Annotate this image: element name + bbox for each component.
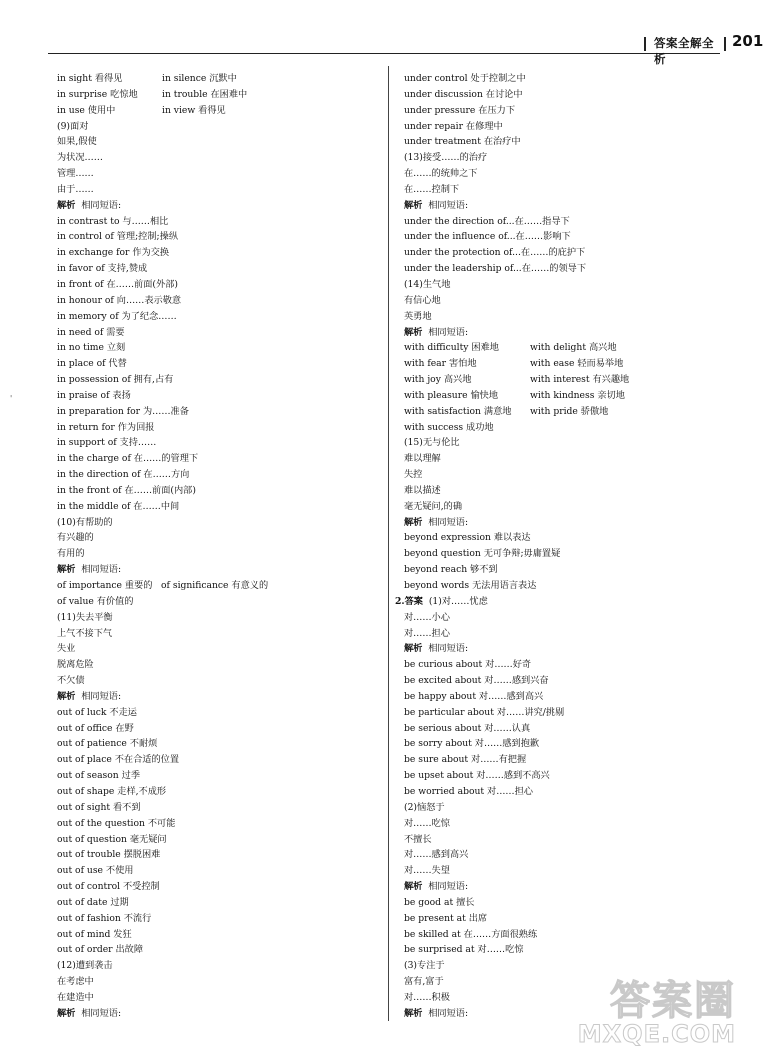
text-line xyxy=(57,784,377,800)
analysis-label: 解析 xyxy=(57,1007,76,1019)
text-line xyxy=(57,245,377,261)
text-line xyxy=(57,340,377,356)
phrase-entry: with pleasure 愉快地 xyxy=(404,389,499,401)
line-text: in no time 立刻 xyxy=(57,342,126,354)
text-line xyxy=(57,467,377,483)
text-line xyxy=(404,277,724,293)
line-text: in the direction of 在……方向 xyxy=(57,469,190,481)
text-line xyxy=(404,895,724,911)
line-text: in front of 在……前面(外部) xyxy=(57,278,178,290)
analysis-text: 相同短语: xyxy=(428,199,469,211)
line-text: (11)失去平衡 xyxy=(57,611,113,623)
text-line xyxy=(404,768,724,784)
line-text: under treatment 在治疗中 xyxy=(404,136,521,148)
line-text: out of mind 发狂 xyxy=(57,928,132,940)
text-line xyxy=(57,166,377,182)
line-text: be particular about 对……讲究/挑剔 xyxy=(404,706,565,718)
analysis-text: 相同短语: xyxy=(428,643,469,655)
text-line xyxy=(404,578,724,594)
text-line xyxy=(404,610,724,626)
phrase-entry: with joy 高兴地 xyxy=(404,374,472,386)
answer-label: 答案 xyxy=(404,595,423,607)
line-text: out of trouble 摆脱困难 xyxy=(57,849,161,861)
line-text: out of sight 看不到 xyxy=(57,801,141,813)
text-line xyxy=(57,182,377,198)
analysis-text: 相同短语: xyxy=(428,1007,469,1019)
analysis-label: 解析 xyxy=(57,564,76,576)
line-text: out of fashion 不流行 xyxy=(57,912,152,924)
text-line xyxy=(57,847,377,863)
phrase-pair-row xyxy=(404,356,724,372)
line-text: out of order 出故障 xyxy=(57,944,144,956)
phrase-entry: of significance 有意义的 xyxy=(161,580,269,591)
line-text: be good at 擅长 xyxy=(404,896,475,908)
line-text: 对……感到高兴 xyxy=(404,849,469,861)
line-text: be upset about 对……感到不高兴 xyxy=(404,770,550,782)
analysis-text: 相同短语: xyxy=(81,199,122,211)
text-line xyxy=(404,863,724,879)
text-line xyxy=(57,119,377,135)
line-text: (2)恼怒于 xyxy=(404,801,445,813)
text-line xyxy=(57,404,377,420)
text-line xyxy=(404,71,724,87)
text-line xyxy=(404,134,724,150)
line-text: (10)有帮助的 xyxy=(57,516,113,528)
line-text: under repair 在修理中 xyxy=(404,120,503,132)
line-text: in honour of 向……表示敬意 xyxy=(57,294,182,306)
text-line xyxy=(57,388,377,404)
line-text: 对……积极 xyxy=(404,991,450,1003)
analysis-label: 解析 xyxy=(404,881,423,893)
left-column xyxy=(57,71,377,1022)
text-line xyxy=(404,483,724,499)
analysis-text: 相同短语: xyxy=(428,516,469,528)
text-line xyxy=(404,847,724,863)
line-text: 对……担心 xyxy=(404,627,450,639)
line-text: of value 有价值的 xyxy=(57,595,134,607)
line-text: be skilled at 在……方面很熟练 xyxy=(404,928,538,940)
text-line xyxy=(57,942,377,958)
text-line xyxy=(404,87,724,103)
phrase-entry: in trouble 在困难中 xyxy=(162,88,248,100)
line-text: 失控 xyxy=(404,469,423,481)
text-line xyxy=(404,832,724,848)
analysis-text: 相同短语: xyxy=(81,690,122,702)
line-text: out of shape 走样,不成形 xyxy=(57,785,167,797)
answer-line xyxy=(395,594,724,610)
phrase-entry: in silence 沉默中 xyxy=(162,73,237,84)
line-text: out of luck 不走运 xyxy=(57,706,137,718)
line-text: be excited about 对……感到兴奋 xyxy=(404,675,549,687)
line-text: 上气不接下气 xyxy=(57,627,113,639)
text-line xyxy=(57,309,377,325)
analysis-line xyxy=(404,879,724,895)
text-line xyxy=(404,721,724,737)
text-line xyxy=(404,150,724,166)
text-line xyxy=(404,657,724,673)
text-line xyxy=(57,356,377,372)
text-line xyxy=(57,293,377,309)
line-text: under the protection of...在……的庇护下 xyxy=(404,247,586,259)
line-text: out of patience 不耐烦 xyxy=(57,738,158,750)
line-text: be sure about 对……有把握 xyxy=(404,754,527,766)
text-line xyxy=(404,245,724,261)
text-line xyxy=(57,879,377,895)
text-line xyxy=(404,562,724,578)
column-divider xyxy=(388,66,389,1021)
text-line xyxy=(404,673,724,689)
line-text: (9)面对 xyxy=(57,120,89,132)
line-text: in preparation for 为……准备 xyxy=(57,405,189,417)
analysis-line xyxy=(404,1006,724,1022)
text-line xyxy=(57,372,377,388)
line-text: 对……失望 xyxy=(404,865,450,877)
header-rule xyxy=(48,53,720,54)
phrase-entry: with difficulty 困难地 xyxy=(404,342,499,354)
line-text: 不擅长 xyxy=(404,833,432,845)
line-text: 在建造中 xyxy=(57,991,94,1003)
line-text: in favor of 支持,赞成 xyxy=(57,263,148,275)
line-text: under control 处于控制之中 xyxy=(404,73,526,84)
line-text: 在……的统帅之下 xyxy=(404,168,478,180)
line-text: 对……吃惊 xyxy=(404,817,450,829)
line-text: under the leadership of...在……的领导下 xyxy=(404,263,587,275)
phrase-pair-row xyxy=(57,87,377,103)
phrase-entry: with pride 骄傲地 xyxy=(530,405,609,417)
text-line xyxy=(404,705,724,721)
line-text: 有信心地 xyxy=(404,294,441,306)
line-text: in possession of 拥有,占有 xyxy=(57,374,174,386)
text-line xyxy=(57,911,377,927)
analysis-line xyxy=(404,198,724,214)
phrase-pair-row xyxy=(404,404,724,420)
text-line xyxy=(57,530,377,546)
line-text: be sorry about 对……感到抱歉 xyxy=(404,738,540,750)
analysis-line xyxy=(57,198,377,214)
line-text: out of date 过期 xyxy=(57,896,129,908)
text-line xyxy=(404,942,724,958)
analysis-label: 解析 xyxy=(404,199,423,211)
text-line xyxy=(57,499,377,515)
analysis-label: 解析 xyxy=(404,643,423,655)
text-line xyxy=(404,736,724,752)
text-line xyxy=(404,927,724,943)
text-line xyxy=(404,752,724,768)
line-text: beyond reach 够不到 xyxy=(404,564,498,576)
text-line xyxy=(404,499,724,515)
text-line xyxy=(57,990,377,1006)
text-line xyxy=(57,895,377,911)
phrase-pair-row xyxy=(57,103,377,119)
phrase-entry: in view 看得见 xyxy=(162,104,226,116)
text-line xyxy=(404,467,724,483)
line-text: (14)生气地 xyxy=(404,278,451,290)
line-text: 失业 xyxy=(57,643,76,655)
text-line xyxy=(404,530,724,546)
header-divider xyxy=(724,37,726,51)
analysis-text: 相同短语: xyxy=(428,326,469,338)
text-line xyxy=(57,641,377,657)
line-text: in the front of 在……前面(内部) xyxy=(57,484,196,496)
line-text: in the charge of 在……的管理下 xyxy=(57,453,199,465)
line-text: 为状况…… xyxy=(57,152,103,164)
watermark-url: MXQE.COM xyxy=(577,1020,736,1048)
text-line xyxy=(57,832,377,848)
text-line xyxy=(57,800,377,816)
line-text: with success 成功地 xyxy=(404,421,494,433)
text-line xyxy=(57,515,377,531)
line-text: be serious about 对……认真 xyxy=(404,722,531,734)
line-text: out of question 毫无疑问 xyxy=(57,833,167,845)
phrase-pair-row xyxy=(404,340,724,356)
text-line xyxy=(57,752,377,768)
line-text: be surprised at 对……吃惊 xyxy=(404,944,524,956)
text-line xyxy=(404,958,724,974)
phrase-entry: with kindness 亲切地 xyxy=(530,389,625,401)
text-line xyxy=(404,103,724,119)
text-line xyxy=(404,182,724,198)
line-text: 在……控制下 xyxy=(404,183,460,195)
analysis-label: 解析 xyxy=(404,516,423,528)
text-line xyxy=(404,261,724,277)
analysis-text: 相同短语: xyxy=(81,564,122,576)
line-text: out of use 不使用 xyxy=(57,865,134,877)
page-header xyxy=(48,32,763,66)
line-text: be worried about 对……担心 xyxy=(404,785,533,797)
analysis-line xyxy=(57,562,377,578)
phrase-entry: with ease 轻而易举地 xyxy=(530,358,624,370)
line-text: out of control 不受控制 xyxy=(57,881,160,893)
answer-text: (1)对……忧虑 xyxy=(428,595,488,607)
text-line xyxy=(57,958,377,974)
text-line xyxy=(404,990,724,1006)
text-line xyxy=(57,705,377,721)
phrase-entry: in surprise 吃惊地 xyxy=(57,88,138,100)
text-line xyxy=(404,911,724,927)
text-line xyxy=(404,816,724,832)
line-text: in control of 管理;控制;操纵 xyxy=(57,231,179,243)
text-line xyxy=(404,229,724,245)
line-text: in the middle of 在……中间 xyxy=(57,500,180,512)
line-text: under the direction of...在……指导下 xyxy=(404,215,570,227)
phrase-pair-row xyxy=(57,578,377,594)
line-text: be happy about 对……感到高兴 xyxy=(404,690,544,702)
line-text: 难以理解 xyxy=(404,453,441,465)
text-line xyxy=(404,451,724,467)
line-text: 英勇地 xyxy=(404,310,432,322)
text-line xyxy=(57,229,377,245)
line-text: 在考虑中 xyxy=(57,976,94,988)
text-line xyxy=(57,435,377,451)
text-line xyxy=(404,626,724,642)
line-text: (15)无与伦比 xyxy=(404,437,460,449)
text-line xyxy=(57,626,377,642)
watermark-logo: 答案圈 xyxy=(610,978,736,1024)
line-text: under the influence of...在……影响下 xyxy=(404,231,571,243)
text-line xyxy=(57,134,377,150)
text-line xyxy=(404,689,724,705)
line-text: 如果,假使 xyxy=(57,136,97,148)
text-line xyxy=(57,974,377,990)
line-text: 有用的 xyxy=(57,548,85,560)
phrase-pair-row xyxy=(404,388,724,404)
line-text: 管理…… xyxy=(57,168,94,180)
line-text: out of place 不在合适的位置 xyxy=(57,754,180,766)
phrase-entry: with delight 高兴地 xyxy=(530,342,617,354)
line-text: (12)遭到袭击 xyxy=(57,960,113,972)
line-text: be curious about 对……好奇 xyxy=(404,659,532,671)
answer-number: 2. xyxy=(395,595,405,607)
line-text: out of the question 不可能 xyxy=(57,817,176,829)
text-line xyxy=(57,610,377,626)
line-text: be present at 出席 xyxy=(404,912,488,924)
analysis-line xyxy=(404,641,724,657)
line-text: 难以描述 xyxy=(404,484,441,496)
text-line xyxy=(57,483,377,499)
phrase-entry: of importance 重要的 xyxy=(57,580,153,591)
line-text: 由于…… xyxy=(57,183,94,195)
text-line xyxy=(57,768,377,784)
phrase-entry: with interest 有兴趣地 xyxy=(530,374,630,386)
line-text: in need of 需要 xyxy=(57,326,125,338)
text-line xyxy=(57,420,377,436)
line-text: 毫无疑问,的确 xyxy=(404,500,463,512)
text-line xyxy=(404,800,724,816)
line-text: in memory of 为了纪念…… xyxy=(57,310,177,322)
text-line xyxy=(57,261,377,277)
analysis-line xyxy=(57,1006,377,1022)
analysis-text: 相同短语: xyxy=(81,1007,122,1019)
text-line xyxy=(57,657,377,673)
text-line xyxy=(57,546,377,562)
phrase-entry: in use 使用中 xyxy=(57,104,116,116)
analysis-line xyxy=(404,325,724,341)
line-text: out of season 过季 xyxy=(57,770,141,782)
header-divider xyxy=(644,37,646,51)
line-text: beyond words 无法用语言表达 xyxy=(404,580,537,591)
text-line xyxy=(404,435,724,451)
analysis-label: 解析 xyxy=(57,690,76,702)
phrase-entry: in sight 看得见 xyxy=(57,73,123,84)
analysis-text: 相同短语: xyxy=(428,881,469,893)
line-text: under discussion 在讨论中 xyxy=(404,88,523,100)
line-text: (3)专注于 xyxy=(404,960,445,972)
line-text: in praise of 表扬 xyxy=(57,389,131,401)
line-text: (13)接受……的治疗 xyxy=(404,152,488,164)
text-line xyxy=(57,277,377,293)
text-line xyxy=(404,119,724,135)
page-number: 201 xyxy=(732,32,763,50)
text-line xyxy=(57,214,377,230)
line-text: beyond expression 难以表达 xyxy=(404,532,531,544)
text-line xyxy=(404,293,724,309)
text-line xyxy=(57,721,377,737)
analysis-label: 解析 xyxy=(57,199,76,211)
line-text: 对……小心 xyxy=(404,611,450,623)
phrase-entry: with satisfaction 满意地 xyxy=(404,405,512,417)
line-text: in support of 支持…… xyxy=(57,437,157,449)
text-line xyxy=(57,594,377,610)
phrase-pair-row xyxy=(57,71,377,87)
text-line xyxy=(404,214,724,230)
line-text: 不欠债 xyxy=(57,675,85,687)
text-line xyxy=(404,166,724,182)
text-line xyxy=(57,673,377,689)
line-text: in contrast to 与……相比 xyxy=(57,215,169,227)
line-text: 脱离危险 xyxy=(57,659,94,671)
line-text: in return for 作为回报 xyxy=(57,421,155,433)
analysis-label: 解析 xyxy=(404,1007,423,1019)
text-line xyxy=(57,863,377,879)
text-line xyxy=(404,309,724,325)
text-line xyxy=(57,325,377,341)
text-line xyxy=(57,736,377,752)
right-column xyxy=(395,71,724,1022)
text-line xyxy=(404,974,724,990)
line-text: 富有,富于 xyxy=(404,976,444,988)
text-line xyxy=(404,420,724,436)
text-line xyxy=(57,816,377,832)
analysis-line xyxy=(404,515,724,531)
phrase-entry: with fear 害怕地 xyxy=(404,358,477,370)
phrase-pair-row xyxy=(404,372,724,388)
text-line xyxy=(57,451,377,467)
line-text: out of office 在野 xyxy=(57,722,134,734)
line-text: in exchange for 作为交换 xyxy=(57,247,170,259)
text-line xyxy=(57,927,377,943)
margin-mark: ' xyxy=(10,394,13,403)
line-text: beyond question 无可争辩;毋庸置疑 xyxy=(404,548,561,560)
line-text: under pressure 在压力下 xyxy=(404,104,516,116)
text-line xyxy=(57,150,377,166)
analysis-label: 解析 xyxy=(404,326,423,338)
analysis-line xyxy=(57,689,377,705)
text-line xyxy=(404,784,724,800)
line-text: in place of 代替 xyxy=(57,358,127,370)
header-title: 答案全解全析 xyxy=(654,36,714,66)
text-line xyxy=(404,546,724,562)
line-text: 有兴趣的 xyxy=(57,532,94,544)
